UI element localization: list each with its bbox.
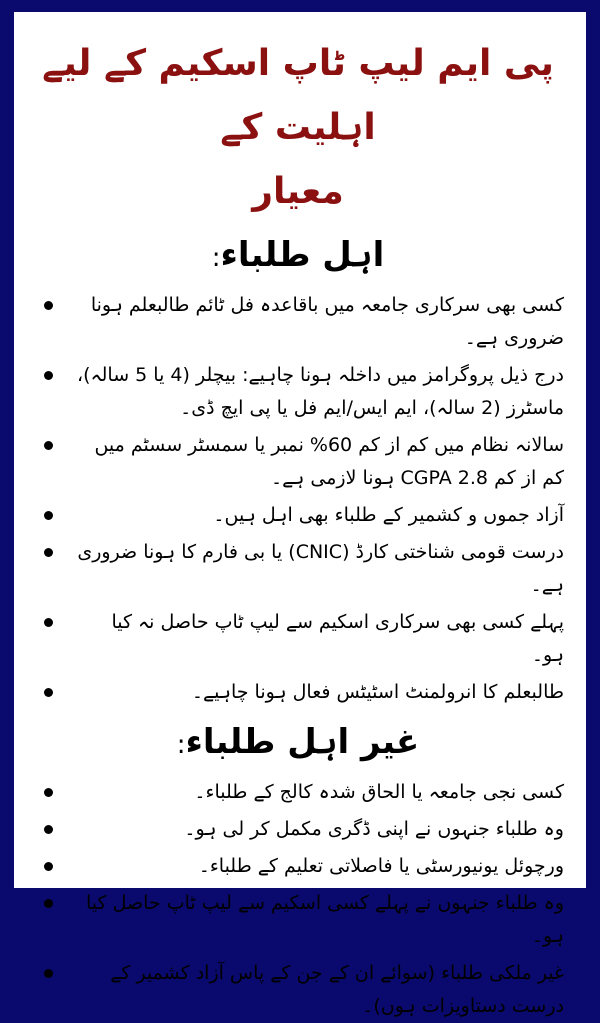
bullet-icon xyxy=(44,788,53,797)
list-item-text: کسی نجی جامعہ یا الحاق شدہ کالج کے طلباء۔ xyxy=(194,781,564,803)
list-item xyxy=(32,499,564,532)
list-item-text: درست قومی شناختی کارڈ (CNIC) یا بی فارم کا ہونا ضروری ہے۔ xyxy=(77,541,564,596)
list-item-text: پہلے کسی بھی سرکاری اسکیم سے لیپ ٹاپ حاصل نہ کیا ہو۔ xyxy=(111,611,564,666)
list-item-text: درج ذیل پروگرامز میں داخلہ ہونا چاہیے: بیچلر (4 یا 5 سالہ)، ماسٹرز (2 سالہ)، ایم ایس/ایم فل یا پی ایچ ڈی۔ xyxy=(76,364,564,419)
list-item-text: طالبعلم کا انرولمنٹ اسٹیٹس فعال ہونا چاہیے۔ xyxy=(191,681,564,703)
bullet-icon xyxy=(44,825,53,834)
page-title-line-1: پی ایم لیپ ٹاپ اسکیم کے لیے اہلیت کے xyxy=(42,43,554,148)
eligible-heading-text: اہل طلباء xyxy=(220,235,385,275)
bullet-icon xyxy=(44,618,53,627)
list-item xyxy=(32,813,564,846)
eligible-heading xyxy=(32,228,564,285)
ineligible-heading-text: غیر اہل طلباء xyxy=(185,722,420,762)
page-title-line-2: معیار xyxy=(252,171,344,212)
list-item-text: وہ طلباء جنہوں نے پہلے کسی اسکیم سے لیپ ٹاپ حاصل کیا ہو۔ xyxy=(86,892,564,947)
eligible-list xyxy=(32,289,564,709)
eligible-heading-colon: : xyxy=(211,243,221,273)
eligible-section xyxy=(32,228,564,709)
list-item-text: غیر ملکی طلباء (سوائے ان کے جن کے پاس آزاد کشمیر کے درست دستاویزات ہوں)۔ xyxy=(110,962,564,1017)
list-item xyxy=(32,289,564,355)
bullet-icon xyxy=(44,548,53,557)
list-item xyxy=(32,776,564,809)
list-item-text: آزاد جموں و کشمیر کے طلباء بھی اہل ہیں۔ xyxy=(213,504,564,526)
list-item-text: سالانہ نظام میں کم از کم 60% نمبر یا سمسٹر سسٹم میں کم از کم CGPA 2.8 ہونا لازمی ہے۔ xyxy=(94,434,564,489)
bullet-icon xyxy=(44,899,53,908)
list-item xyxy=(32,429,564,495)
list-item xyxy=(32,957,564,1023)
list-item xyxy=(32,850,564,883)
list-item xyxy=(32,359,564,425)
list-item xyxy=(32,676,564,709)
ineligible-section xyxy=(32,715,564,1023)
bullet-icon xyxy=(44,688,53,697)
list-item-text: وہ طلباء جنہوں نے اپنی ڈگری مکمل کر لی ہو۔ xyxy=(184,818,564,840)
list-item xyxy=(32,536,564,602)
ineligible-heading xyxy=(32,715,564,772)
bullet-icon xyxy=(44,969,53,978)
list-item xyxy=(32,887,564,953)
bullet-icon xyxy=(44,862,53,871)
bullet-icon xyxy=(44,441,53,450)
bullet-icon xyxy=(44,301,53,310)
list-item-text: کسی بھی سرکاری جامعہ میں باقاعدہ فل ٹائم طالبعلم ہونا ضروری ہے۔ xyxy=(90,294,564,349)
list-item xyxy=(32,606,564,672)
list-item-text: ورچوئل یونیورسٹی یا فاصلاتی تعلیم کے طلباء۔ xyxy=(198,855,564,877)
content-card xyxy=(14,12,586,1017)
ineligible-heading-colon: : xyxy=(176,730,186,760)
bullet-icon xyxy=(44,511,53,520)
bullet-icon xyxy=(44,371,53,380)
